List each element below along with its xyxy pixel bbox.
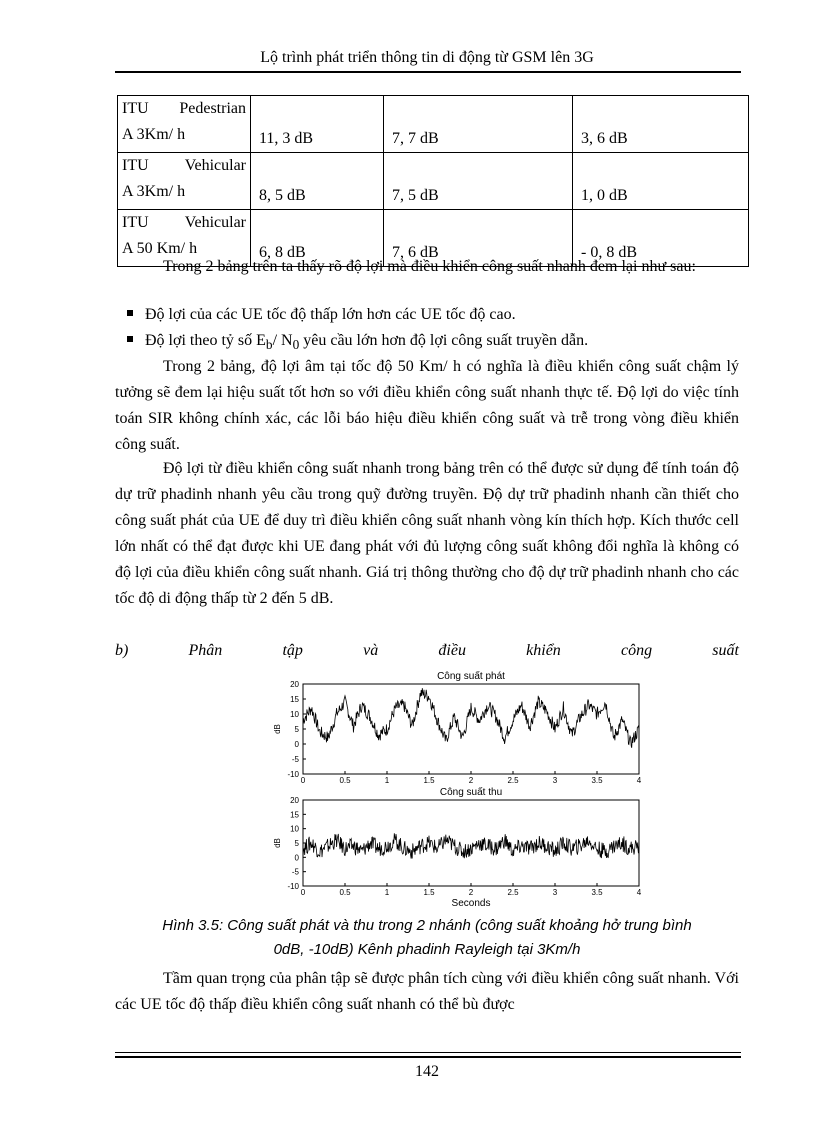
x-tick-label: 3.5 — [591, 888, 603, 897]
table-cell-condition: ITU Pedestrian A 3Km/ h — [118, 96, 251, 153]
series-line — [303, 833, 639, 858]
paragraph-4: Tầm quan trọng của phân tập sẽ được phân tích cùng với điều khiển công suất nhanh. Với các UE tốc độ thấp điều khiển công suất nhanh có thể bù được — [115, 970, 739, 1013]
x-tick-label: 1 — [384, 888, 390, 897]
bullet-icon — [127, 310, 133, 316]
y-axis-label: dB — [273, 724, 282, 734]
x-tick-label: 1.5 — [423, 776, 435, 785]
x-tick-label: 0.5 — [339, 776, 351, 785]
y-tick-label: 15 — [290, 810, 299, 820]
x-tick-label: 0 — [300, 776, 306, 785]
x-tick-label: 2 — [468, 888, 474, 897]
bullet-item: Độ lợi theo tỷ số $E_b/$ $N_0$ yêu cầu lớn hơn độ lợi công suất truyền dẫn. — [127, 328, 588, 358]
section-subheading: b) Phân tập và điều khiển công suất — [115, 642, 739, 659]
y-tick-label: 10 — [290, 824, 299, 834]
x-tick-label: 3.5 — [591, 776, 603, 785]
footer-rule — [115, 1052, 741, 1053]
x-axis-label: Seconds — [451, 898, 491, 908]
y-tick-label: 20 — [290, 680, 299, 689]
table-cell: 1, 0 dB — [573, 153, 749, 210]
y-tick-label: 0 — [294, 853, 299, 863]
figure-caption: Hình 3.5: Công suất phát và thu trong 2 nhánh (công suất khoảng hở trung bình 0dB, -10dB) Kênh phadinh Rayleigh tại 3Km/h — [162, 917, 692, 958]
table-row — [118, 96, 749, 153]
y-tick-label: -5 — [291, 755, 299, 764]
x-tick-label: 1.5 — [423, 888, 435, 897]
gain-table — [117, 95, 749, 267]
y-tick-label: 5 — [294, 839, 299, 848]
x-tick-label: 2 — [468, 776, 474, 785]
table-cell: 7, 5 dB — [384, 153, 573, 210]
table-cell: 11, 3 dB — [251, 96, 384, 153]
bullet-item: Độ lợi của các UE tốc độ thấp lớn hơn các UE tốc độ cao. — [127, 302, 516, 328]
table-cell: 7, 6 dB — [384, 210, 573, 267]
chart-title: Công suất phát — [437, 671, 505, 682]
x-tick-label: 0 — [300, 888, 306, 897]
table-row — [118, 153, 749, 210]
x-tick-label: 2.5 — [507, 776, 519, 785]
table-cell-condition: ITU Vehicular A 50 Km/ h — [118, 210, 251, 267]
x-tick-label: 0.5 — [339, 888, 351, 897]
paragraph-2: Trong 2 bảng, độ lợi âm tại tốc độ 50 Km/ h có nghĩa là điều khiển công suất chậm lý tưởng sẽ đem lại hiệu suất tốt hơn so với điều khiển công suất nhanh thực tế. Độ lợi do việc tính toán SIR không chính xác, các lỗi báo hiệu điều khiển công suất và trễ trong vòng điều khiển công suất. — [115, 358, 739, 453]
x-tick-label: 3 — [552, 888, 558, 897]
table-cell: 6, 8 dB — [251, 210, 384, 267]
table-cell: 3, 6 dB — [573, 96, 749, 153]
bullet-icon — [127, 336, 133, 342]
paragraph-3: Độ lợi từ điều khiển công suất nhanh trong bảng trên có thể được sử dụng để tính toán độ dự trữ phadinh nhanh yêu cầu trong quỹ đường truyền. Độ dự trữ phadinh nhanh cần thiết cho công suất phát của UE để duy trì điều khiển công suất nhanh vòng kín thích hợp. Kích thước cell lớn nhất có thể đạt được khi UE đang phát với đủ lượng công suất không đổi nghĩa là không có độ lợi của điều khiển công suất nhanh. Giá trị thông thường cho độ dự trữ phadinh nhanh cho các tốc độ di động thấp từ 2 đến 5 dB. — [115, 460, 739, 607]
table-cell-condition: ITU Vehicular A 3Km/ h — [118, 153, 251, 210]
y-tick-label: 5 — [294, 725, 299, 734]
y-tick-label: 10 — [290, 710, 299, 719]
series-line — [303, 688, 639, 748]
chart-svg — [268, 664, 648, 908]
x-tick-label: 4 — [636, 776, 642, 785]
x-tick-label: 4 — [636, 888, 642, 897]
footer-rule — [115, 1056, 741, 1058]
y-axis-label: dB — [273, 838, 282, 848]
page-header: Lộ trình phát triển thông tin di động từ GSM lên 3G — [260, 49, 594, 66]
table-cell: 7, 7 dB — [384, 96, 573, 153]
chart-title: Công suất thu — [439, 787, 503, 798]
x-tick-label: 2.5 — [507, 888, 519, 897]
x-tick-label: 1 — [384, 776, 390, 785]
table-cell: 8, 5 dB — [251, 153, 384, 210]
y-tick-label: -5 — [291, 867, 299, 877]
table-cell: - 0, 8 dB — [573, 210, 749, 267]
y-tick-label: -10 — [287, 770, 299, 779]
header-rule — [115, 71, 741, 73]
figure-power-chart — [268, 664, 648, 908]
plot-frame — [303, 800, 639, 886]
page-number: 142 — [415, 1063, 439, 1080]
x-tick-label: 3 — [552, 776, 558, 785]
paragraph-1: Trong 2 bảng trên ta thấy rõ độ lợi mà điều khiển công suất nhanh đem lại như sau: — [163, 258, 696, 275]
y-tick-label: 0 — [294, 740, 299, 749]
y-tick-label: 15 — [290, 695, 299, 704]
y-tick-label: 20 — [290, 796, 299, 805]
y-tick-label: -10 — [287, 882, 299, 891]
